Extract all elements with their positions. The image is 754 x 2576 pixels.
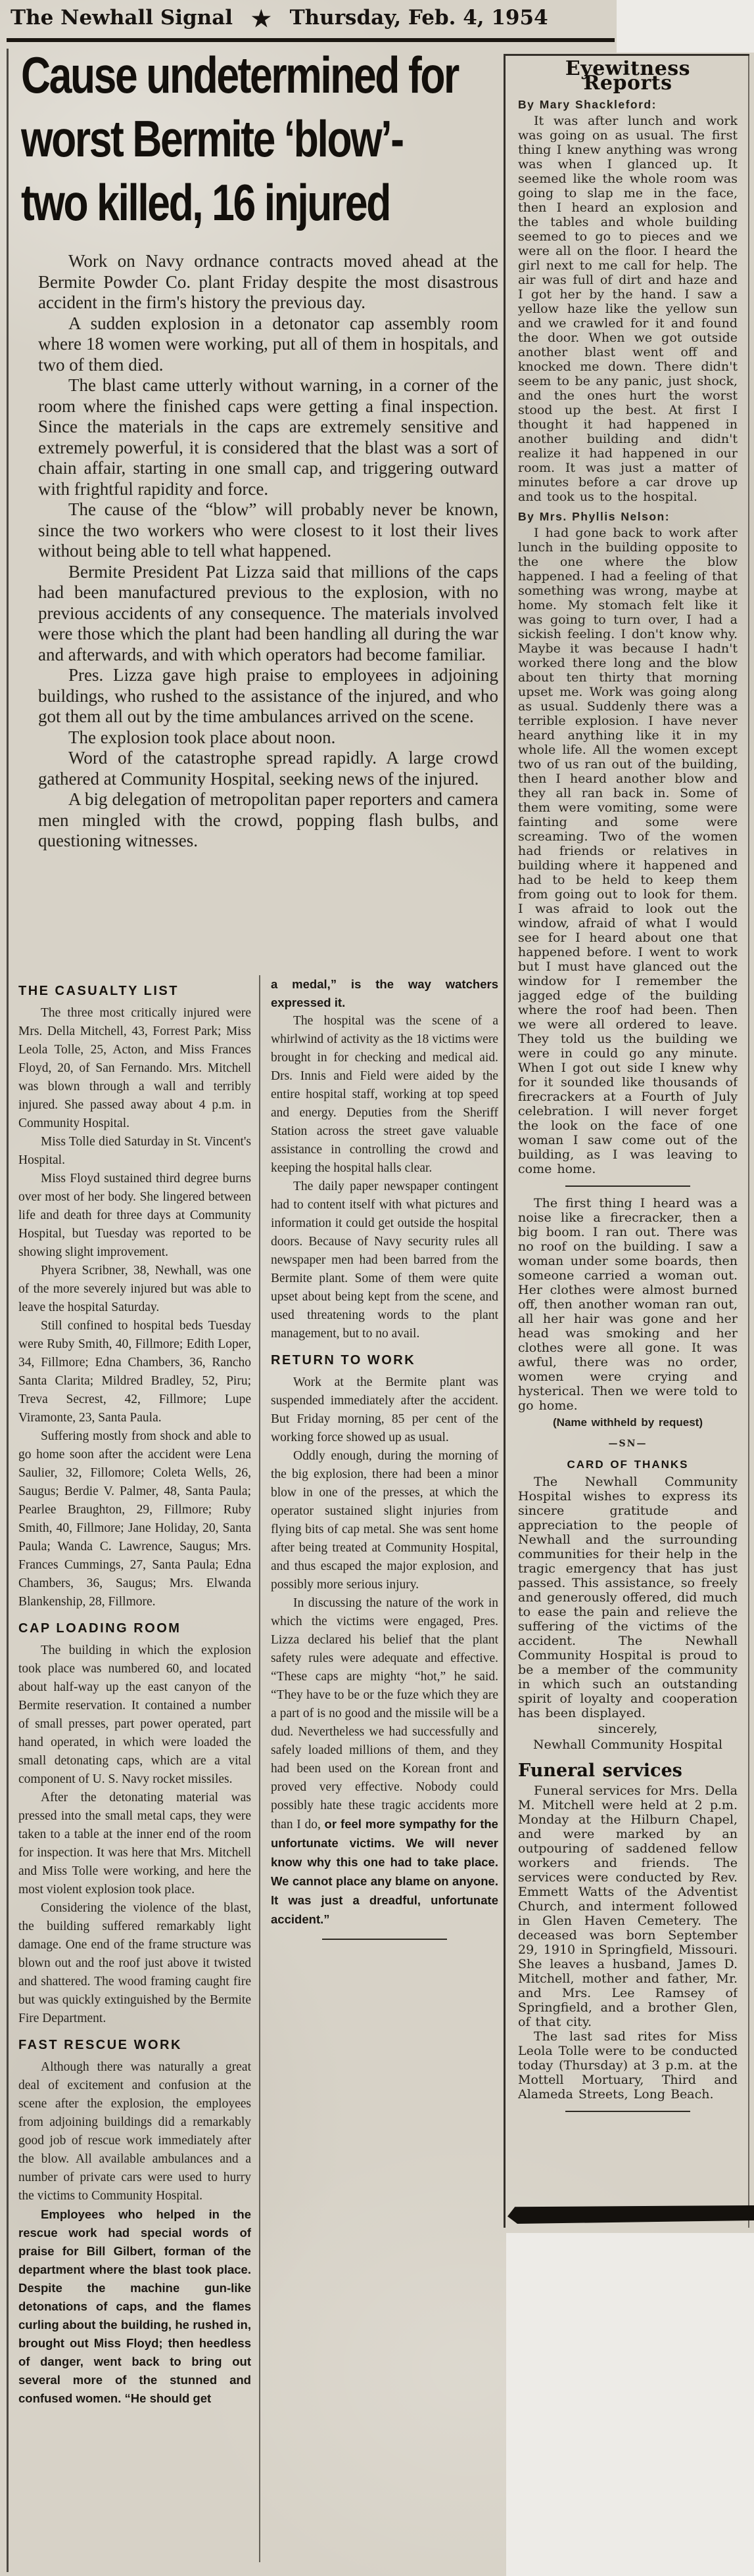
bold-paragraph: a medal,” is the way watchers expressed it.: [271, 977, 498, 1009]
masthead-title: The Newhall Signal: [11, 6, 233, 30]
lead-paragraph: Pres. Lizza gave high praise to employees in adjoining buildings, who rushed to the assistance of the injured, and who got them all out by the time ambulances arrived on the scene.: [38, 665, 498, 726]
article-paragraph: Oddly enough, during the morning of the big explosion, there had been a minor blow in one of the presses, at which the operator sustained slight injuries from flying bits of cap metal. She was sent home after being treated at Community Hospital, and thus escaped the major explosion, and possibly more serious injury.: [271, 1449, 498, 1592]
article-paragraph: Considering the violence of the blast, the building suffered remarkably light damage. One end of the frame structure was blown out and the roof just above it twisted and shattered. The wood framing caught fire but was quickly extinguished by the Bermite Fire Department.: [18, 1901, 251, 2025]
lead-paragraph: Bermite President Pat Lizza said that millions of the caps had been manufactured previous to the explosion, with no previous accidents of any consequence. The materials involved were those which the plant had been handling all during the war and afterwards, and with which operators had become familiar.: [38, 561, 498, 664]
article-paragraph: After the detonating material was pressed into the small metal caps, they were taken to a table at the inner end of the room for inspection. It was here that Mrs. Mitchell and Miss Tolle were working, and here the most violent explosion took place.: [18, 1791, 251, 1897]
article-paragraph: The building in which the explosion took place was numbered 60, and located about half-way up the east canyon of the Bermite reservation. It contained a number of small presses, part power operated, part hand operated, in which were loaded the small detonating caps, which are a vital component of U. S. Navy rocket missiles.: [18, 1644, 251, 1786]
byline: By Mary Shackleford:: [518, 98, 657, 111]
article-paragraph: The hospital was the scene of a whirlwind of activity as the 18 victims were brought in for checking and medical aid. Drs. Innis and Field were aided by the entire hospital staff, working at top speed and energy. Deputies from the Sheriff Station across the street gave valuable assistance in controlling the crowd and keeping the hospital halls clear.: [271, 1014, 498, 1175]
name-withheld-note: (Name withheld by request): [553, 1416, 703, 1429]
byline: By Mrs. Phyllis Nelson:: [518, 510, 671, 523]
bold-paragraph: Employees who helped in the rescue work had special words of praise for Bill Gilbert, forman of the department where the blast took place. Despite the machine gun-like detonations of caps, and the flames curling about the building, he rushed in, brought out Miss Floyd; then heedless of danger, went back to bring out several more of the stunned and confused women. “He should get: [18, 2207, 251, 2405]
masthead-date: Thursday, Feb. 4, 1954: [289, 6, 548, 30]
article-paragraph: The daily paper newspaper contingent had to content itself with what pictures and information it could get outside the hospital doors. Because of Navy security rules all newspaper men had been barred from the Bermite plant. Some of them were quite upset about being kept from the scene, and used threatening words to the plant management, but to no avail.: [271, 1180, 498, 1341]
article-paragraph: The Newhall Community Hospital wishes to express its sincere gratitude and appreciation to the people of Newhall and the surrounding communities for their help in the tragic emergency that has just passed. This assistance, so freely and generously offered, did much to ease the pain and relieve the suffering of the victims of the accident. The Newhall Community Hospital is proud to be a member of the community in which such an outstanding spirit of loyalty and cooperation has been displayed.: [518, 1475, 738, 1720]
lead-article-column: [38, 251, 498, 969]
article-paragraph: The last sad rites for Miss Leola Tolle were to be conducted today (Thursday) at 3 p.m. at the Mottell Mortuary, Third and Alameda Streets, Long Beach.: [518, 2029, 738, 2102]
section-heading: CARD OF THANKS: [567, 1458, 689, 1471]
eyewitness-box-top-rule: [504, 54, 749, 56]
section-heading: THE CASUALTY LIST: [18, 984, 179, 998]
eyewitness-column: [518, 60, 738, 2204]
section-heading: CAP LOADING ROOM: [18, 1621, 181, 1636]
eyewitness-reports-title: Eyewitness Reports: [565, 60, 691, 95]
article-paragraph: The first thing I heard was a noise like a firecracker, then a big boom. I ran out. There was no roof on the building. I saw a woman under some boards, then someone carried a woman out. Her clothes were almost burned off, then another woman ran out, all her hair was gone and her head was smoking and her clothes were all gone. It was awful, there was no order, women were crying and hysterical. Then we were told to go home.: [518, 1196, 738, 1413]
lead-paragraph: The explosion took place about noon.: [68, 727, 336, 747]
article-paragraph: Work at the Bermite plant was suspended immediately after the accident. But Friday morning, 85 per cent of the working force showed up as usual.: [271, 1375, 498, 1444]
section-heading: FAST RESCUE WORK: [18, 2038, 182, 2052]
paragraph-bold-text: or feel more sympathy for the unfortunate victims. We will never know why this one had to take place. We cannot place any blame on anyone. It was just a dreadful, unfortunate accident.”: [271, 1817, 498, 1926]
paragraph-text: In discussing the nature of the work in which the victims were engaged, Pres. Lizza declared his belief that the plant safety rules were adequate and effective. “These caps are mighty “hot,” he said. “They have to be or the fuze which they are a part of is no good and the missile will be a dud. Nevertheless we had successfully and safely loaded millions of them, and they had been used on the Korean front and proved very effective. Nobody could possibly hate these tragic accidents more than I do,: [271, 1596, 498, 1831]
section-heading: RETURN TO WORK: [271, 1353, 416, 1368]
funeral-services-heading: Funeral services: [518, 1760, 682, 1781]
page-headline: [21, 43, 505, 235]
article-paragraph: It was after lunch and work was going on as usual. The first thing I knew anything was wrong was when I glanced up. It seemed like the whole room was going to slap me in the face, then I heard an explosion and the tables and whole building seemed to go to pieces and we were all on the floor. I heard the girl next to me call for help. The air was full of dirt and haze and I got her by the hand. I saw a yellow haze like the yellow sun and we crawled for it and found the door. When we got outside another blast went off and knocked me down. There didn't seem to be any panic, just shock, and the ones hurt the worst stood up the best. At first I thought it had happened in another building and didn't realize it had happened in our room. It was just a matter of minutes before a car drove up and took us to the hospital.: [518, 114, 738, 504]
article-paragraph: [271, 1594, 498, 1929]
headline-line: two killed, 16 injured: [21, 173, 390, 231]
scan-margin-top-right: [617, 0, 754, 53]
eyewitness-box-right-rule: [748, 55, 749, 2228]
article-paragraph: I had gone back to work after lunch in the building opposite to the one where the blow happened. I had a feeling of that something was wrong, maybe at home. My stomach felt like it was going to turn over, I had a sickish feeling. I don't know why. Maybe it was because I hadn't worked there long and the blow about ten thirty that morning upset me. Work was going along as usual. Suddenly there was a terrible explosion. I have never heard anything like it in my whole life. All the women except two of us ran out of the building, then I heard another blow and they all ran back in. Some of them were vomiting, some were fainting and some were screaming. Two of the women had friends or relatives in building where it happened and had to be held to keep them from going out to look for them. I was afraid to look out the window, afraid of what I would see for I heard about one that happened before. I went to work but I must have glanced out the window for I remember the jagged edge of the building where the roof had been. Then we were all ordered to leave. They told us the building we were in could go any minute. When I got out side I knew why for it sounded like thousands of firecrackers at a Fourth of July celebration. I will never forget the look on the face of one woman I saw come out of the building, as I was leaving to come home.: [518, 526, 738, 1176]
headline-line: worst Bermite ‘blow’-: [21, 110, 403, 168]
headline-line: Cause undetermined for: [21, 46, 458, 104]
continuation-column: [271, 975, 498, 2572]
scan-margin-bottom-right: [506, 2233, 754, 2576]
lead-paragraph: Work on Navy ordnance contracts moved ahead at the Bermite Powder Co. plant Friday despite the most disastrous accident in the firm's history the previous day.: [38, 251, 498, 312]
lead-paragraph: The cause of the “blow” will probably never be known, since the two workers who were closest to it lost their lives without being able to tell what happened.: [38, 499, 498, 561]
masthead: [11, 4, 612, 30]
sn-divider: —SN—: [608, 1438, 648, 1449]
lead-paragraph: Word of the catastrophe spread rapidly. A large crowd gathered at Community Hospital, seeking news of the injured.: [38, 748, 498, 789]
article-paragraph: Miss Tolle died Saturday in St. Vincent's Hospital.: [18, 1135, 251, 1167]
divider-rule: [565, 1185, 690, 1187]
eyewitness-box-left-rule: [504, 55, 506, 2228]
casualty-list-column: [18, 974, 251, 2572]
signature-line: sincerely,: [598, 1722, 658, 1736]
lead-paragraph: A sudden explosion in a detonator cap assembly room where 18 women were working, put all of them in hospitals, and two of them died.: [38, 313, 498, 375]
article-paragraph: The three most critically injured were Mrs. Della Mitchell, 43, Forrest Park; Miss Leola Tolle, 25, Acton, and Miss Frances Floyd, 20, of San Fernando. Mrs. Mitchell was blown through a wall and terribly injured. She passed away about 4 p.m. in Community Hospital.: [18, 1006, 251, 1130]
lead-paragraph: A big delegation of metropolitan paper reporters and camera men mingled with the crowd, popping flash bulbs, and questioning witnesses.: [38, 789, 498, 850]
lead-paragraph: The blast came utterly without warning, in a corner of the room where the finished caps were getting a final inspection. Since the materials in the caps are extremely sensitive and extremely powerful, it is considered that the blast was a sort of chain affair, starting in one small cap, and triggering outward with frightful rapidity and force.: [38, 375, 498, 499]
star-icon: ★: [251, 6, 271, 32]
article-paragraph: Funeral services for Mrs. Della M. Mitchell were held at 2 p.m. Monday at the Hilburn Chapel, and were marked by an outpouring of saddened fellow workers and friends. The services were conducted by Rev. Emmett Watts of the Adventist Church, and interment followed in Glen Haven Cemetery. The deceased was born September 29, 1910 in Springfield, Missouri. She leaves a husband, James D. Mitchell, mother and father, Mr. and Mrs. Lee Ramsey of Springfield, and a brother Glen, of that city.: [518, 1783, 738, 2029]
left-column-rule: [7, 49, 9, 2572]
article-paragraph: Still confined to hospital beds Tuesday were Ruby Smith, 40, Fillmore; Edith Loper, 34, Fillmore; Edna Chambers, 36, Rancho Santa Clarita; Mildred Bradley, 52, Piru; Treva Secrest, 42, Fillmore; Lupe Viramonte, 23, Santa Paula.: [18, 1319, 251, 1425]
article-paragraph: Phyera Scribner, 38, Newhall, was one of the more severely injured but was able to leave the hospital Saturday.: [18, 1264, 251, 1314]
article-paragraph: Miss Floyd sustained third degree burns over most of her body. She lingered between life and death for three days at Community Hospital, but Tuesday was reported to be showing slight improvement.: [18, 1172, 251, 1259]
divider-rule: [322, 1939, 447, 1940]
article-paragraph: Suffering mostly from shock and able to go home soon after the accident were Lena Saulier, 32, Fillomore; Coleta Wells, 26, Saugus; Berdie V. Palmer, 48, Santa Paula; Pearlee Braughton, 29, Fillmore; Ruby Smith, 40, Fillmore; Jane Holiday, 20, Santa Paula; Wanda C. Lawrence, Saugus; Mrs. Frances Cummings, 27, Santa Paula; Edna Chambers, 36, Saugus; Mrs. Elwanda Blankenship, 28, Fillmore.: [18, 1429, 251, 1609]
subcolumn-rule: [259, 975, 260, 2562]
clipping-end-bar: [507, 2205, 754, 2224]
signature-line: Newhall Community Hospital: [533, 1737, 722, 1752]
masthead-rule: [7, 38, 615, 42]
divider-rule: [565, 2111, 690, 2112]
article-paragraph: Although there was naturally a great deal of excitement and confusion at the scene after the explosion, the employees from adjoining buildings did a remarkably good job of rescue work immediately after the blow. All available ambulances and a number of private cars were used to hurry the victims to Community Hospital.: [18, 2060, 251, 2203]
